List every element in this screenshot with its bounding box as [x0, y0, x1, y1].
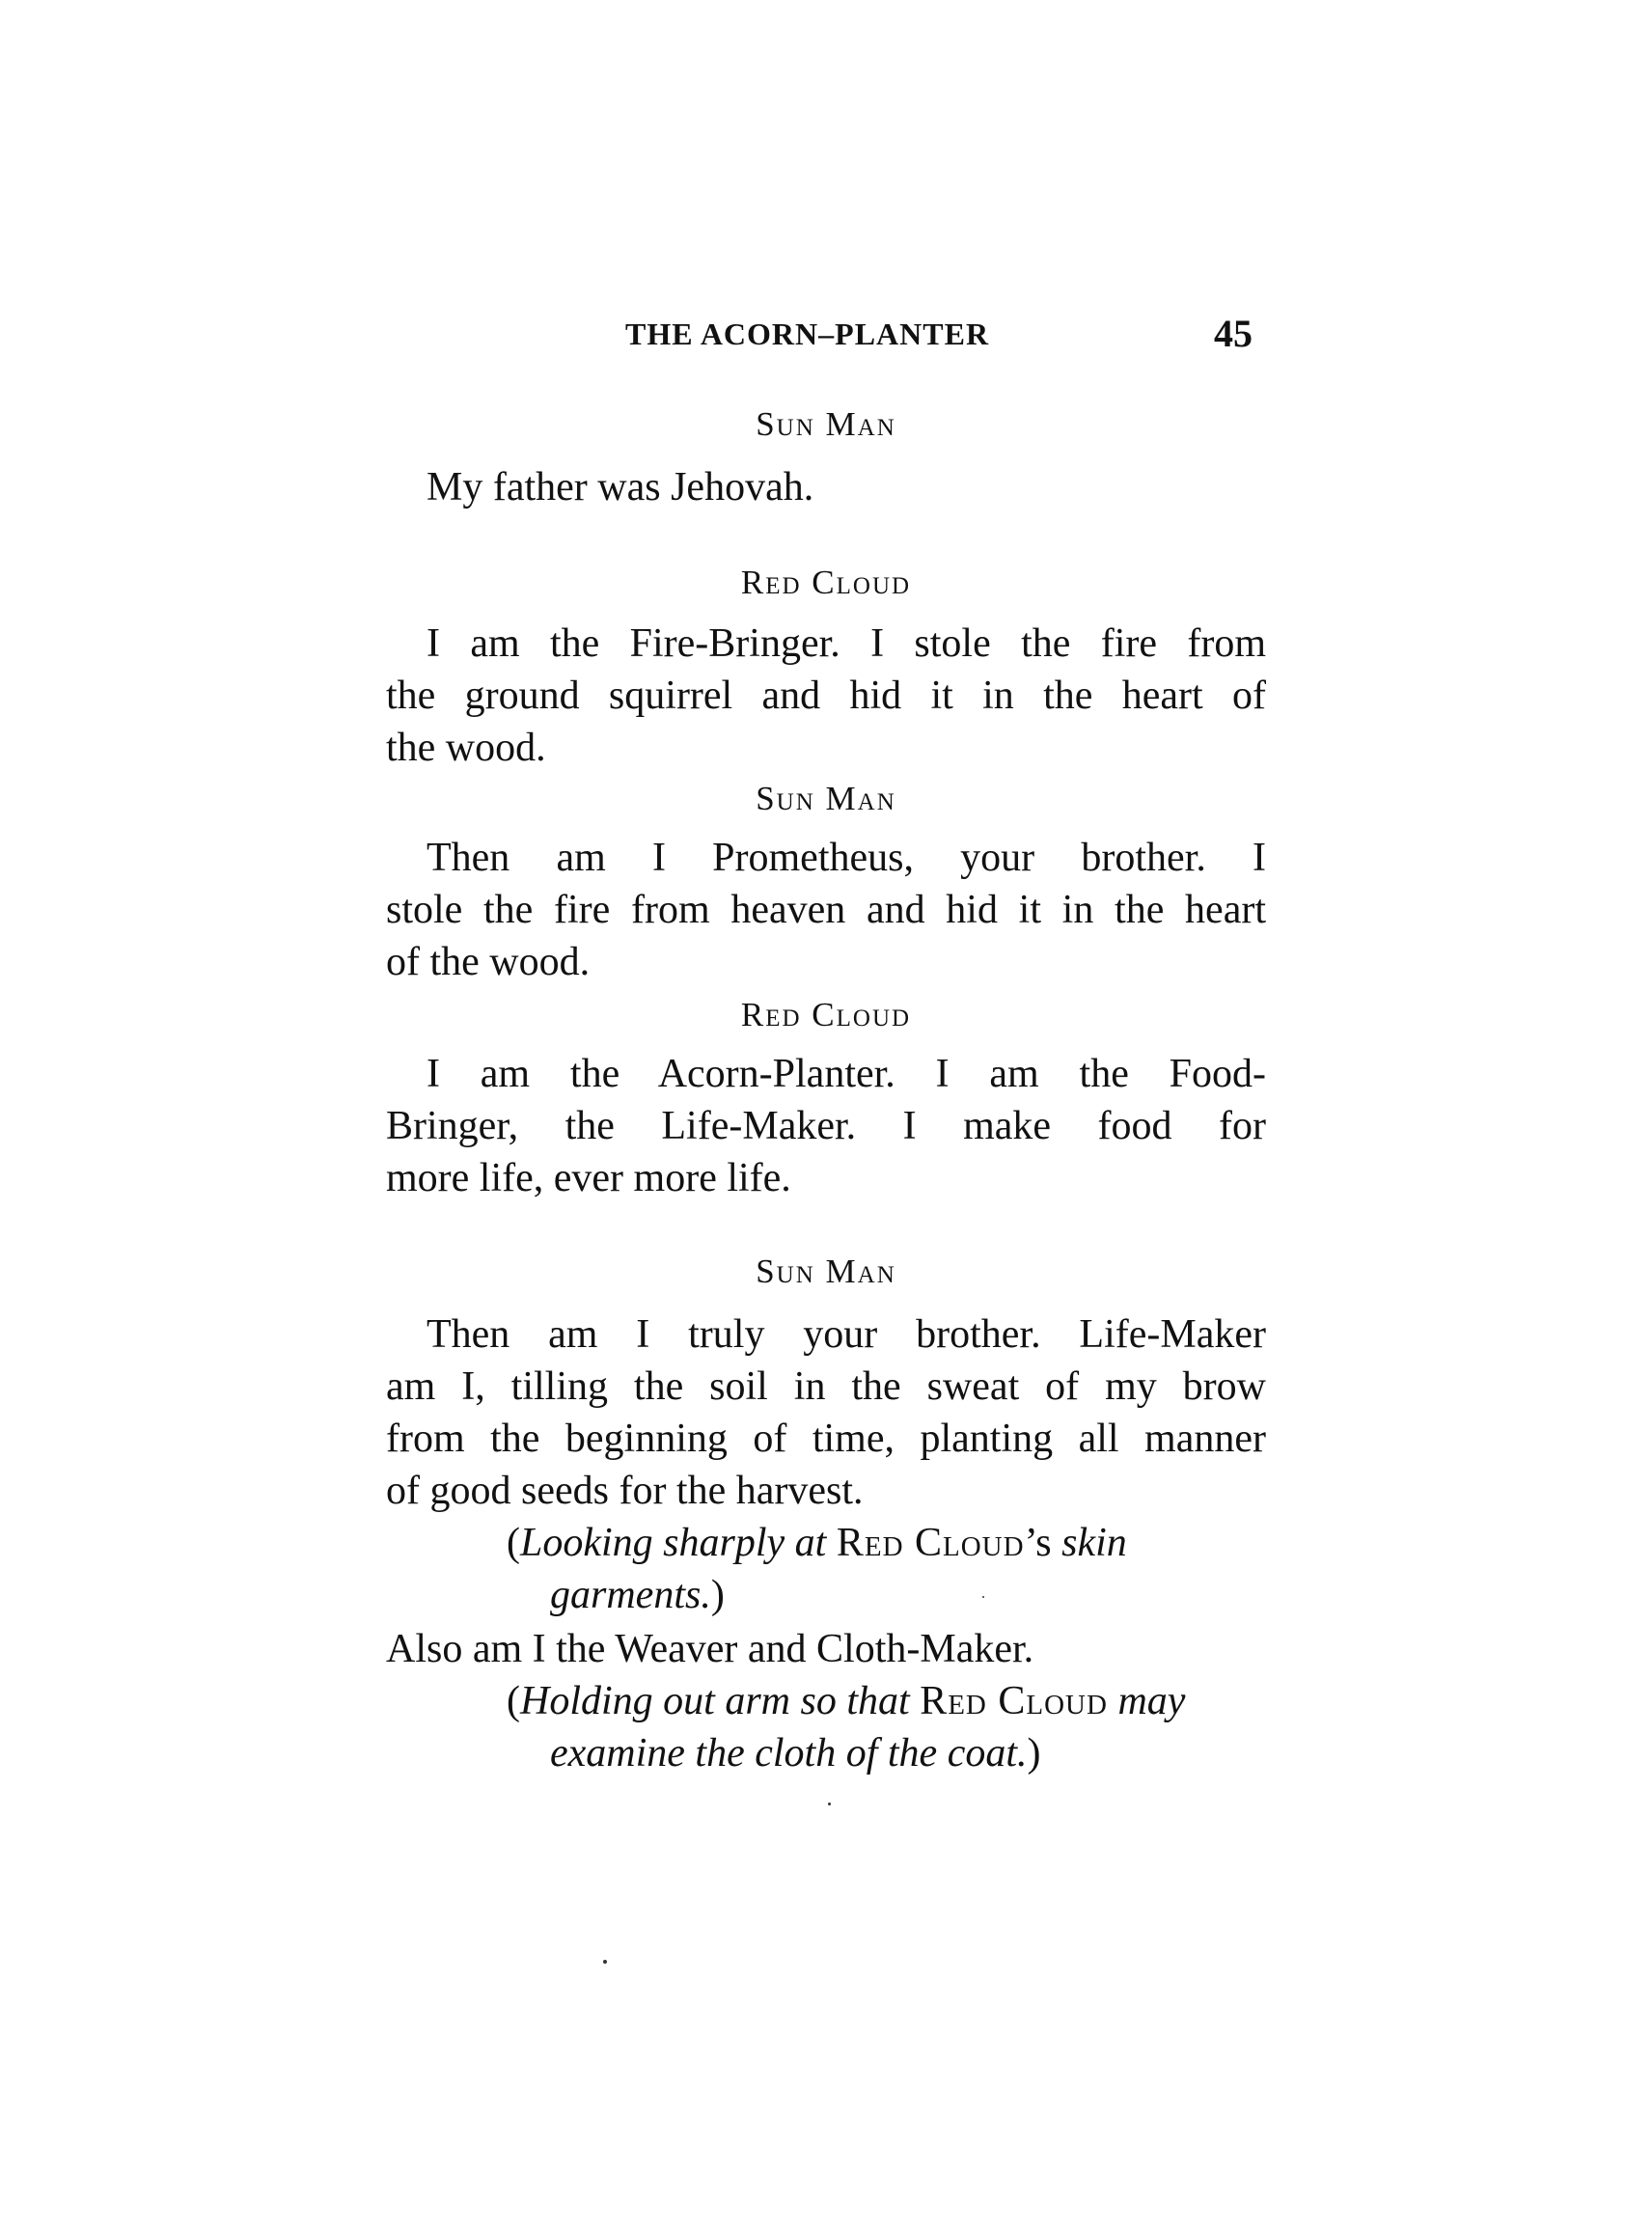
speech-line: My father was Jehovah. [427, 465, 814, 509]
character-name: Red Cloud [920, 1679, 1108, 1723]
possessive: ’s [1024, 1521, 1052, 1565]
stage-direction-text: skin [1061, 1521, 1127, 1565]
stage-direction-text: garments. [550, 1573, 711, 1617]
speech [386, 618, 1266, 774]
speech [386, 1308, 1266, 1517]
stage-direction-line [386, 1517, 1266, 1569]
speech-line: Also am I the Weaver and Cloth-Maker. [386, 1627, 1034, 1671]
stage-paren-close: ) [710, 1573, 725, 1617]
speech-line: stole the fire from heaven and hid it in the heart [386, 888, 1266, 932]
speaker-name: Red Cloud [740, 564, 912, 601]
stage-direction-line [386, 1675, 1266, 1727]
speech-line: Then am I Prometheus, your brother. I [427, 836, 1266, 880]
scan-speck [603, 1960, 607, 1964]
speech-line: Bringer, the Life-Maker. I make food for [386, 1104, 1266, 1148]
stage-direction-text: Holding out arm so that [520, 1679, 910, 1723]
stage-direction-text: Looking sharply at [520, 1521, 827, 1565]
stage-paren-open: ( [507, 1679, 520, 1723]
speech [386, 1048, 1266, 1204]
speaker-name: Sun Man [756, 1253, 896, 1290]
stage-direction-line [386, 1727, 1266, 1779]
speech-line: the ground squirrel and hid it in the heart of [386, 674, 1266, 718]
speech-line: the wood. [386, 726, 546, 770]
stage-paren-open: ( [507, 1521, 520, 1565]
running-head [386, 311, 1254, 369]
speech [386, 1623, 1266, 1675]
stage-direction-text: may [1117, 1679, 1186, 1723]
stage-paren-close: ) [1027, 1731, 1041, 1776]
speech [386, 832, 1266, 988]
scan-speck [828, 1803, 831, 1805]
speaker-name: Sun Man [756, 405, 896, 443]
character-name: Red Cloud [836, 1521, 1025, 1565]
running-title: THE ACORN–PLANTER [625, 317, 990, 351]
speaker-name: Sun Man [756, 780, 896, 817]
speech-line: of the wood. [386, 940, 591, 984]
speech-line: am I, tilling the soil in the sweat of my brow [386, 1364, 1266, 1409]
stage-direction-text: examine the cloth of the coat. [550, 1731, 1028, 1776]
speech-line: I am the Acorn-Planter. I am the Food- [427, 1052, 1266, 1096]
speech-line: from the beginning of time, planting all manner [386, 1417, 1266, 1461]
stage-direction-line [386, 1569, 1266, 1621]
page-number: 45 [1214, 312, 1253, 355]
speech-line: more life, ever more life. [386, 1156, 791, 1200]
speech-line: Then am I truly your brother. Life-Maker [427, 1312, 1266, 1357]
speech-line: of good seeds for the harvest. [386, 1469, 864, 1513]
speech [386, 461, 1266, 513]
speech-line: I am the Fire-Bringer. I stole the fire from [427, 621, 1266, 666]
speaker-name: Red Cloud [740, 996, 912, 1033]
stage-direction [386, 1675, 1266, 1779]
scan-speck [982, 1596, 984, 1598]
stage-direction [386, 1517, 1266, 1621]
